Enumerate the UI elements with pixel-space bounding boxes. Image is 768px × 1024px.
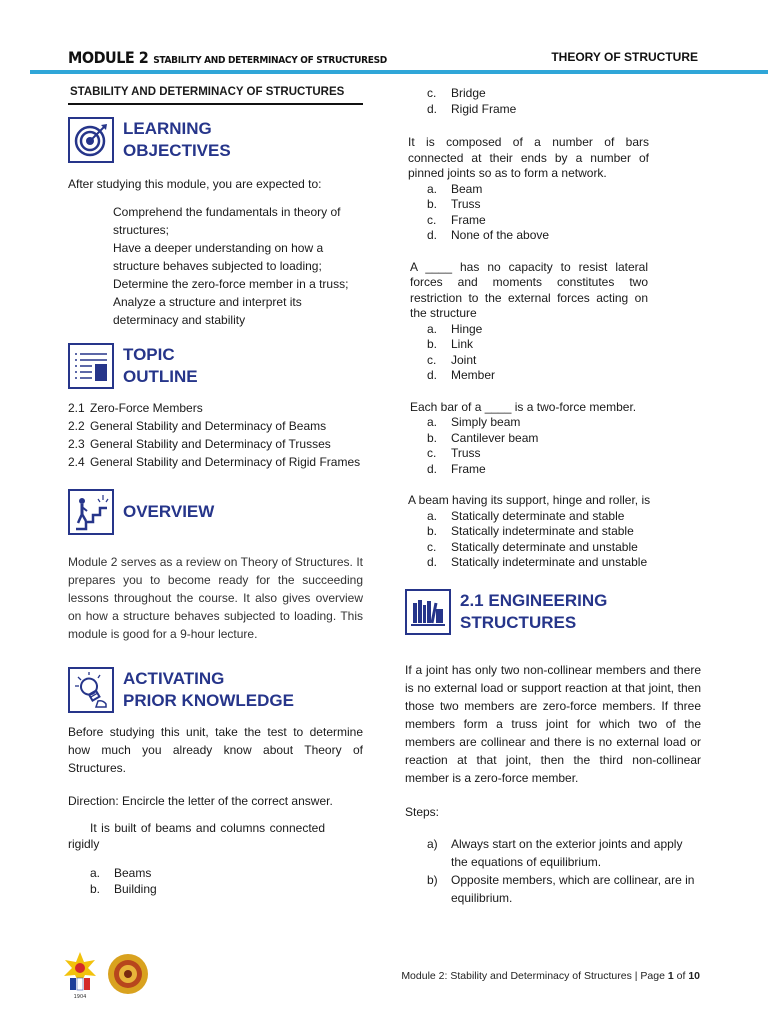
- objective-item: Comprehend the fundamentals in theory of structures;: [113, 205, 341, 237]
- answer-option[interactable]: d. None of the above: [427, 228, 550, 242]
- outline-item: 2.2 General Stability and Determinacy of Beams: [68, 419, 327, 433]
- footer-of-word: of: [676, 970, 686, 982]
- answer-option[interactable]: a. Beams: [90, 866, 152, 880]
- question-1: It is built of beams and columns connected rigidly: [68, 821, 325, 851]
- outline-list-icon: [68, 343, 114, 389]
- answer-option[interactable]: a. Simply beam: [427, 415, 521, 429]
- lightbulb-icon: [68, 667, 114, 713]
- module-label: MODULE 2: [68, 48, 149, 67]
- question-5: A beam having its support, hinge and roller, is: [408, 493, 651, 507]
- answer-option[interactable]: d. Statically indeterminate and unstable: [427, 555, 648, 569]
- topic-outline-title-1: TOPIC: [123, 345, 175, 364]
- books-icon: [405, 589, 451, 635]
- answer-option[interactable]: c. Truss: [427, 446, 481, 460]
- climbing-stairs-icon: [68, 489, 114, 535]
- outline-item: 2.1 Zero-Force Members: [68, 401, 203, 415]
- prior-knowledge-intro: Before studying this unit, take the test to determine how much you already know about Theory of Structures.: [68, 725, 363, 775]
- answer-option[interactable]: c. Bridge: [427, 86, 486, 100]
- topic-outline-heading: [68, 343, 363, 389]
- seal-year: 1904: [73, 994, 87, 1000]
- answer-option[interactable]: d. Frame: [427, 461, 486, 476]
- outline-item: 2.4 General Stability and Determinacy of Rigid Frames: [68, 455, 361, 469]
- step-item: a) Always start on the exterior joints and apply the equations of equilibrium.: [427, 836, 683, 869]
- question-4-options: [405, 415, 701, 477]
- topic-outline-list: [68, 399, 363, 471]
- engineering-structures-body: If a joint has only two non-collinear members and there is no external load or support reaction at that joint, then those two members are zero-force members. If three members form a truss joint for which two of the members are collinear and there is no external load or reaction at that joint, then the third non-collinear member is a zero-force member.: [405, 662, 701, 785]
- topic-outline-title-2: OUTLINE: [123, 367, 198, 386]
- engineering-structures-title-1: 2.1 ENGINEERING: [460, 590, 608, 610]
- header-divider: [30, 70, 768, 74]
- engineering-structures-heading: [405, 589, 701, 635]
- objectives-intro: After studying this module, you are expected to:: [68, 177, 322, 191]
- footer-page-total: 10: [688, 970, 700, 982]
- step-item: b) Opposite members, which are collinear, are in equilibrium.: [427, 872, 695, 905]
- module-subtitle: STABILITY AND DETERMINACY OF STRUCTURESD: [153, 55, 387, 66]
- answer-option[interactable]: a. Beam: [427, 181, 483, 196]
- objective-item: Determine the zero-force member in a truss;: [113, 277, 349, 291]
- question-1-options: [68, 866, 363, 897]
- prior-knowledge-title-1: ACTIVATING: [123, 669, 225, 688]
- answer-option[interactable]: a. Hinge: [427, 321, 483, 336]
- university-seal-logo: [56, 948, 104, 1000]
- learning-objectives-title-2: OBJECTIVES: [123, 141, 231, 160]
- section-title: STABILITY AND DETERMINACY OF STRUCTURES: [68, 86, 363, 105]
- overview-heading: [68, 489, 363, 535]
- left-column: [68, 86, 363, 897]
- question-5-options: [405, 509, 701, 571]
- college-seal-logo: [106, 952, 150, 996]
- answer-option[interactable]: d. Rigid Frame: [427, 101, 517, 116]
- answer-option[interactable]: b. Statically indeterminate and stable: [427, 524, 634, 538]
- question-1-options-continued: [405, 86, 701, 117]
- objectives-list: [113, 203, 363, 329]
- question-4: Each bar of a ____ is a two-force member.: [410, 399, 637, 414]
- steps-label: Steps:: [405, 804, 440, 819]
- objective-item: Have a deeper understanding on how a structure behaves subjected to loading;: [113, 241, 324, 273]
- question-3: A ____ has no capacity to resist lateral forces and moments constitutes two restriction to the external forces acting on the structure: [410, 259, 648, 320]
- course-title: THEORY OF STRUCTURE: [551, 50, 698, 64]
- right-column: [405, 86, 701, 907]
- answer-option[interactable]: c. Frame: [427, 212, 486, 227]
- module-header: [68, 48, 387, 67]
- overview-body: Module 2 serves as a review on Theory of Structures. It prepares you to become ready for the succeeding lessons throughout the course. It also gives overview on how a structure behaves subjected to loading. This module is good for a 9-hour lecture.: [68, 555, 363, 641]
- answer-option[interactable]: a. Statically determinate and stable: [427, 508, 625, 523]
- overview-title: OVERVIEW: [123, 502, 215, 521]
- footer-page-number: 1: [667, 970, 674, 982]
- institution-logos: [56, 948, 150, 1000]
- footer-page-word: Page: [640, 970, 665, 982]
- engineering-structures-title-2: STRUCTURES: [460, 612, 577, 632]
- answer-option[interactable]: d. Member: [427, 368, 496, 382]
- answer-option[interactable]: b. Truss: [427, 197, 481, 211]
- objective-item: Analyze a structure and interpret its determinacy and stability: [113, 295, 302, 327]
- learning-objectives-title-1: LEARNING: [123, 119, 212, 138]
- answer-option[interactable]: b. Link: [427, 337, 474, 351]
- question-3-options: [405, 322, 701, 384]
- learning-objectives-heading: [68, 117, 363, 163]
- question-2: It is composed of a number of bars connected at their ends by a number of pinned joints so as to form a network.: [408, 135, 649, 180]
- page-footer: [401, 970, 700, 982]
- target-icon: [68, 117, 114, 163]
- answer-option[interactable]: c. Joint: [427, 352, 477, 367]
- question-2-options: [405, 182, 701, 244]
- answer-option[interactable]: b. Cantilever beam: [427, 430, 539, 445]
- outline-item: 2.3 General Stability and Determinacy of Trusses: [68, 437, 331, 451]
- test-direction: Direction: Encircle the letter of the correct answer.: [68, 794, 333, 808]
- prior-knowledge-heading: [68, 667, 363, 713]
- answer-option[interactable]: b. Building: [90, 881, 157, 896]
- footer-module-text: Module 2: Stability and Determinacy of Structures |: [401, 970, 638, 982]
- prior-knowledge-title-2: PRIOR KNOWLEDGE: [123, 691, 294, 710]
- answer-option[interactable]: c. Statically determinate and unstable: [427, 539, 638, 554]
- steps-list: [405, 835, 701, 907]
